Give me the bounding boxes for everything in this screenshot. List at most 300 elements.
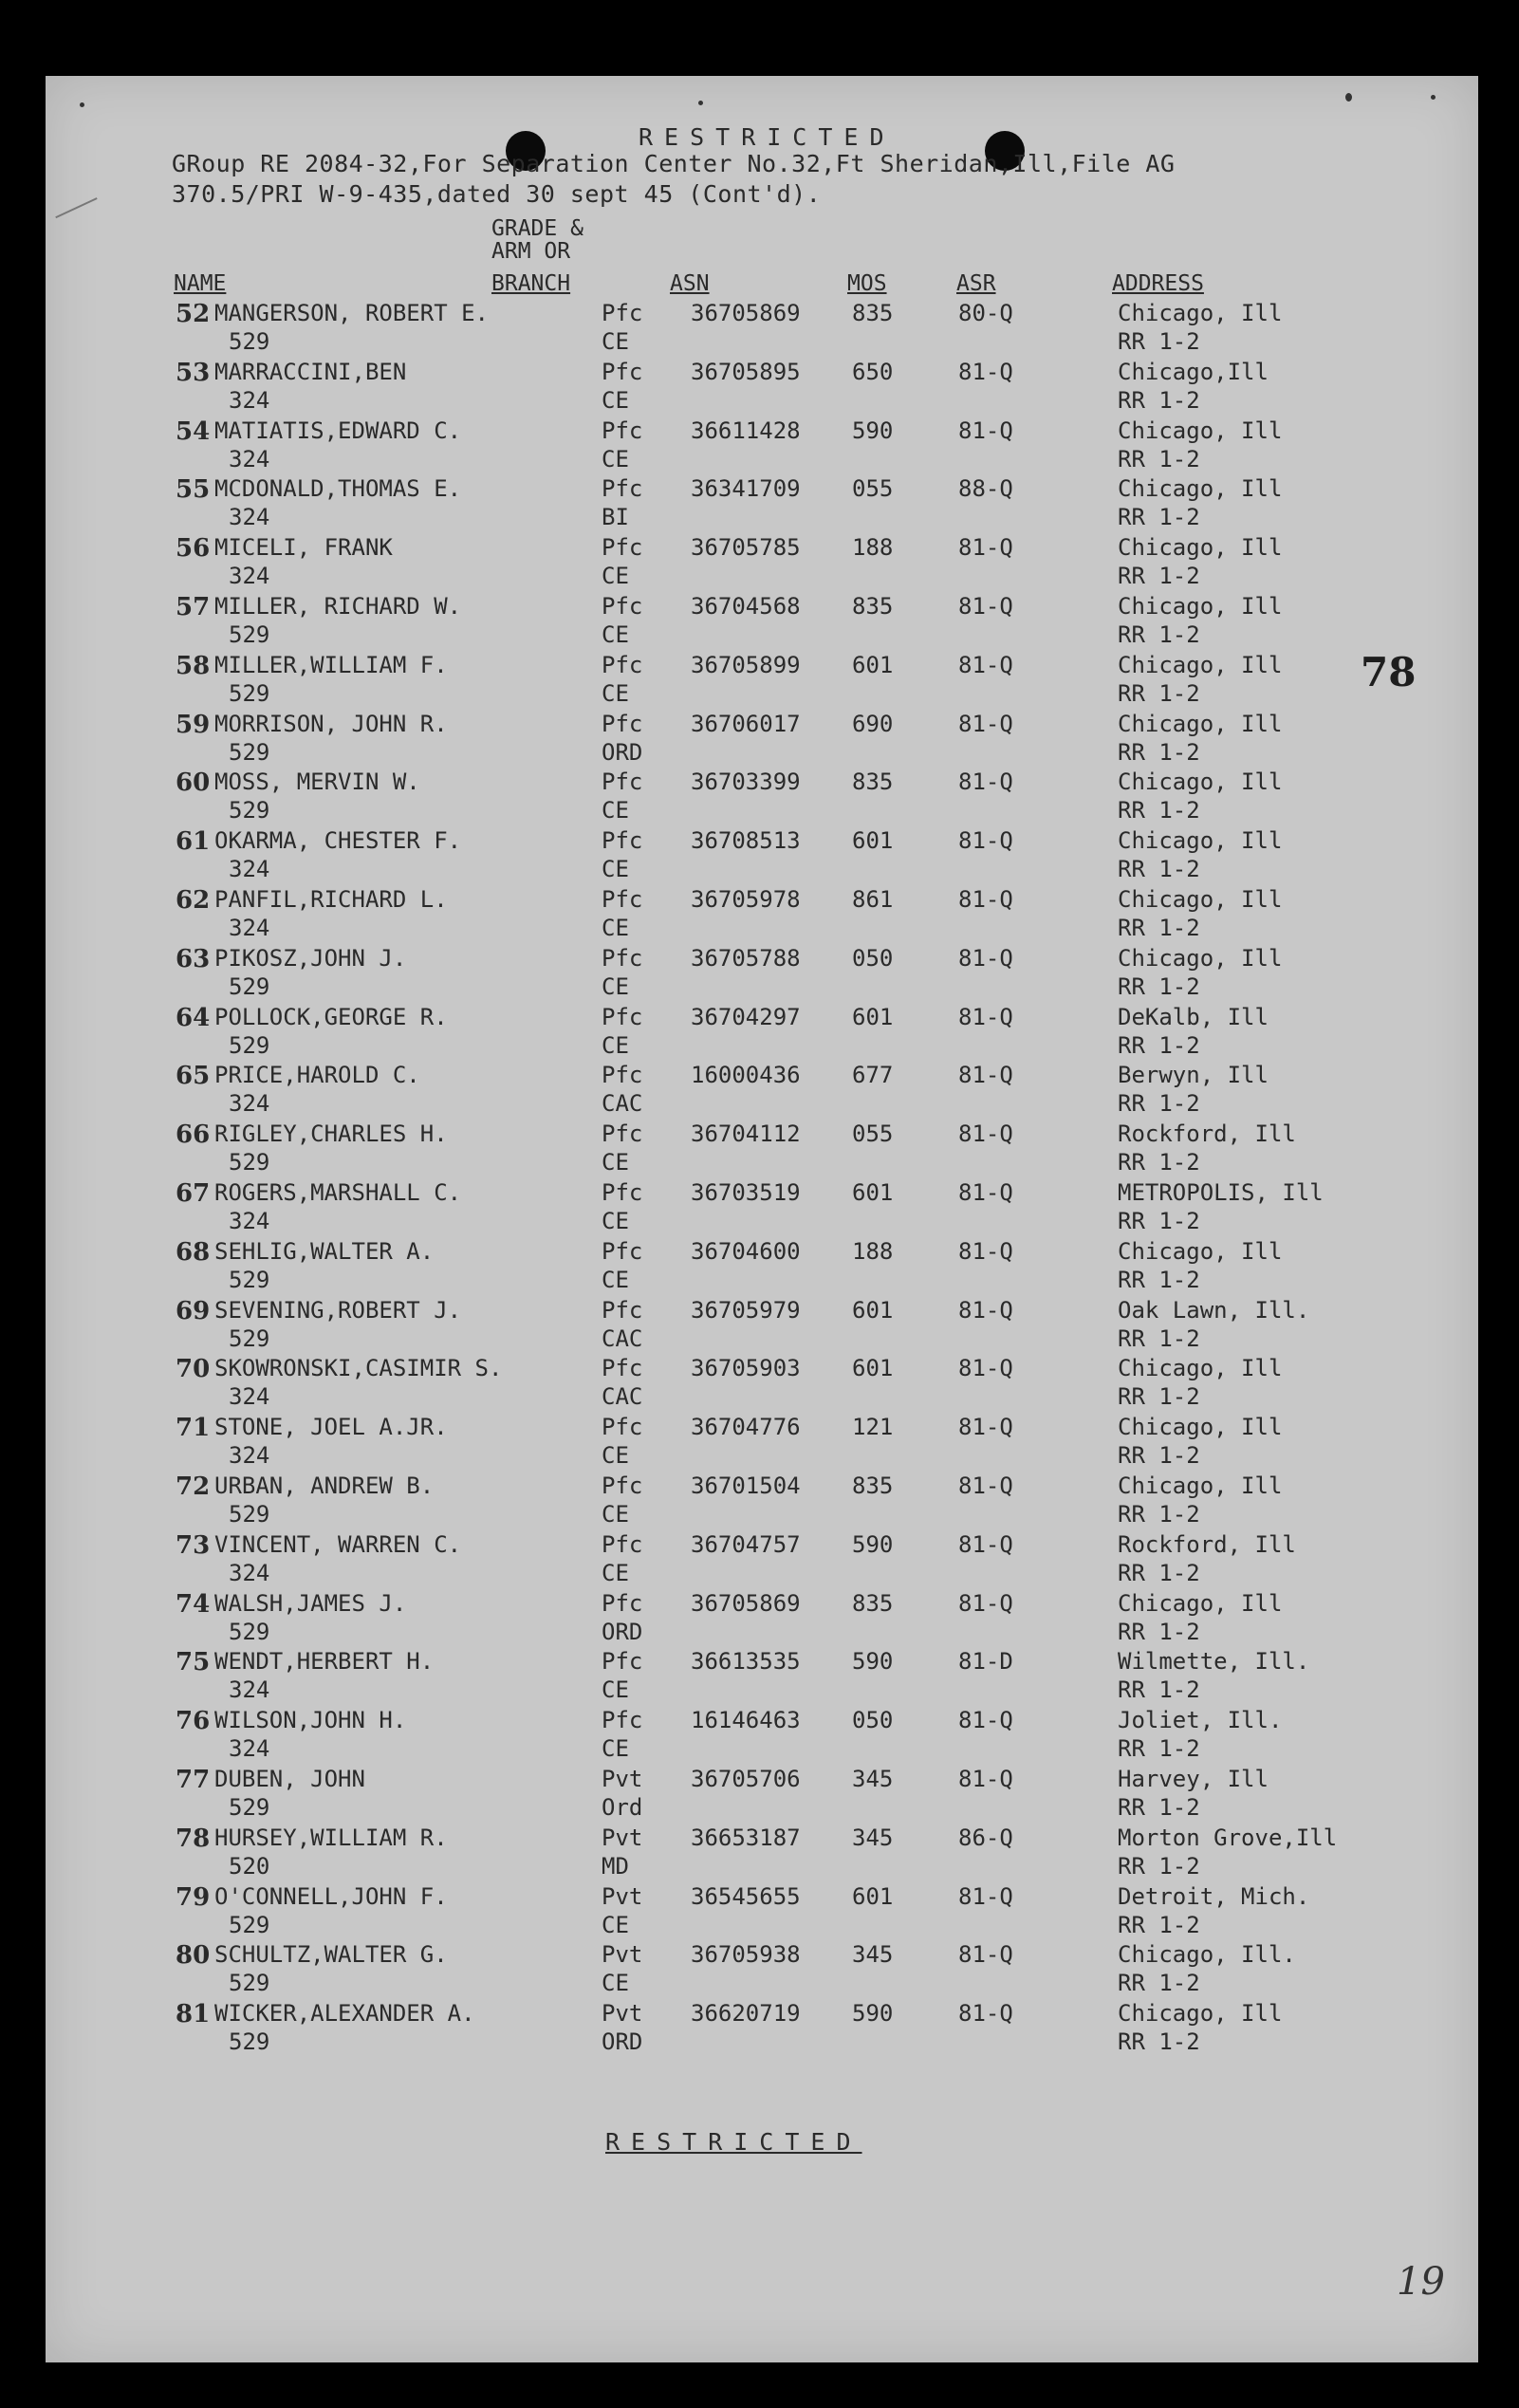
code-number: 324 xyxy=(229,1735,270,1763)
address-city: Chicago, Ill xyxy=(1118,1472,1283,1499)
mos: 835 xyxy=(852,592,894,620)
column-head-asn: ASN xyxy=(670,271,710,296)
mos: 590 xyxy=(852,2000,894,2028)
asr: 81-Q xyxy=(958,1237,1013,1265)
soldier-name: SCHULTZ,WALTER G. xyxy=(214,1941,448,1969)
asn: 36705979 xyxy=(691,1296,801,1324)
table-row xyxy=(46,1473,1478,1531)
code-number: 529 xyxy=(229,1324,270,1352)
soldier-name: SKOWRONSKI,CASIMIR S. xyxy=(214,1355,503,1382)
code-number: 324 xyxy=(229,386,270,414)
soldier-name: SEHLIG,WALTER A. xyxy=(214,1237,435,1265)
row-number: 61 xyxy=(176,827,211,857)
asr: 81-Q xyxy=(958,769,1013,796)
table-row xyxy=(46,1883,1478,1942)
address-city: Chicago, Ill xyxy=(1118,534,1283,562)
arm-or-branch: CE xyxy=(602,386,629,414)
address-city: Rockford, Ill xyxy=(1118,1121,1296,1148)
address-rr: RR 1-2 xyxy=(1118,1031,1200,1059)
code-number: 324 xyxy=(229,1383,270,1411)
table-row xyxy=(46,1707,1478,1766)
mos: 345 xyxy=(852,1824,894,1851)
arm-or-branch: CE xyxy=(602,1266,629,1293)
table-row xyxy=(46,593,1478,652)
restricted-header: RESTRICTED xyxy=(639,123,896,151)
asn: 36620719 xyxy=(691,2000,801,2028)
row-number: 74 xyxy=(176,1589,211,1619)
mos: 345 xyxy=(852,1765,894,1792)
arm-or-branch: CAC xyxy=(602,1090,643,1118)
column-head-name: NAME xyxy=(174,271,227,296)
table-row xyxy=(46,886,1478,945)
address-rr: RR 1-2 xyxy=(1118,1500,1200,1528)
soldier-name: MILLER, RICHARD W. xyxy=(214,592,462,620)
mos: 690 xyxy=(852,710,894,737)
mos: 650 xyxy=(852,358,894,385)
arm-or-branch: MD xyxy=(602,1852,629,1880)
grade: Pfc xyxy=(602,827,643,855)
address-rr: RR 1-2 xyxy=(1118,797,1200,824)
address-city: Chicago,Ill xyxy=(1118,358,1269,385)
asr: 81-Q xyxy=(958,944,1013,972)
row-number: 56 xyxy=(176,534,211,564)
mos: 590 xyxy=(852,417,894,444)
address-rr: RR 1-2 xyxy=(1118,1793,1200,1821)
arm-or-branch: CE xyxy=(602,1500,629,1528)
address-rr: RR 1-2 xyxy=(1118,1324,1200,1352)
grade: Pfc xyxy=(602,1589,643,1617)
arm-or-branch: CAC xyxy=(602,1383,643,1411)
address-rr: RR 1-2 xyxy=(1118,621,1200,648)
code-number: 324 xyxy=(229,563,270,590)
arm-or-branch: CE xyxy=(602,1559,629,1586)
table-row xyxy=(46,475,1478,534)
asr: 81-Q xyxy=(958,1121,1013,1148)
asn: 36704297 xyxy=(691,1003,801,1030)
asn: 36705978 xyxy=(691,885,801,913)
soldier-name: WILSON,JOHN H. xyxy=(214,1707,407,1734)
speck xyxy=(698,101,703,105)
table-row xyxy=(46,1062,1478,1121)
code-number: 529 xyxy=(229,621,270,648)
arm-or-branch: CE xyxy=(602,1676,629,1704)
code-number: 324 xyxy=(229,504,270,531)
grade: Pvt xyxy=(602,1765,643,1792)
column-head-asr: ASR xyxy=(956,271,996,296)
asn: 36613535 xyxy=(691,1648,801,1676)
grade: Pfc xyxy=(602,592,643,620)
soldier-name: PIKOSZ,JOHN J. xyxy=(214,944,407,972)
address-city: Chicago, Ill xyxy=(1118,769,1283,796)
asn: 36705903 xyxy=(691,1355,801,1382)
asn: 36708513 xyxy=(691,827,801,855)
address-city: Chicago, Ill xyxy=(1118,885,1283,913)
arm-or-branch: CE xyxy=(602,679,629,707)
soldier-name: MCDONALD,THOMAS E. xyxy=(214,475,462,503)
address-city: Harvey, Ill xyxy=(1118,1765,1269,1792)
mos: 601 xyxy=(852,827,894,855)
row-number: 77 xyxy=(176,1765,211,1794)
row-number: 68 xyxy=(176,1237,211,1267)
code-number: 529 xyxy=(229,679,270,707)
code-number: 324 xyxy=(229,856,270,883)
mos: 055 xyxy=(852,475,894,503)
row-number: 59 xyxy=(176,710,211,739)
asr: 81-Q xyxy=(958,1355,1013,1382)
code-number: 324 xyxy=(229,1559,270,1586)
asn: 36704112 xyxy=(691,1121,801,1148)
grade: Pvt xyxy=(602,1882,643,1910)
mos: 590 xyxy=(852,1530,894,1558)
row-number: 65 xyxy=(176,1062,211,1091)
table-row xyxy=(46,1590,1478,1649)
address-rr: RR 1-2 xyxy=(1118,1970,1200,1997)
row-number: 75 xyxy=(176,1648,211,1677)
asr: 81-Q xyxy=(958,1765,1013,1792)
grade: Pfc xyxy=(602,300,643,326)
table-row xyxy=(46,417,1478,476)
code-number: 529 xyxy=(229,797,270,824)
asr: 81-Q xyxy=(958,827,1013,855)
asr: 81-Q xyxy=(958,1530,1013,1558)
header-line-1: GRoup RE 2084-32,For Separation Center No.32,Ft Sheridan,Ill,File AG xyxy=(172,150,1176,177)
address-city: Detroit, Mich. xyxy=(1118,1882,1310,1910)
row-number: 52 xyxy=(176,300,211,328)
row-number: 66 xyxy=(176,1121,211,1150)
soldier-name: PRICE,HAROLD C. xyxy=(214,1062,420,1089)
row-number: 67 xyxy=(176,1178,211,1208)
code-number: 529 xyxy=(229,328,270,355)
code-number: 324 xyxy=(229,1442,270,1470)
address-city: Chicago, Ill xyxy=(1118,1355,1283,1382)
arm-or-branch: CE xyxy=(602,1207,629,1234)
mos: 601 xyxy=(852,1355,894,1382)
arm-or-branch: CE xyxy=(602,1911,629,1938)
asr: 81-Q xyxy=(958,534,1013,562)
address-rr: RR 1-2 xyxy=(1118,1735,1200,1763)
soldier-name: MARRACCINI,BEN xyxy=(214,358,407,385)
mos: 601 xyxy=(852,1296,894,1324)
arm-or-branch: CE xyxy=(602,1970,629,1997)
asr: 88-Q xyxy=(958,475,1013,503)
address-city: Chicago, Ill xyxy=(1118,827,1283,855)
table-row xyxy=(46,1648,1478,1707)
row-number: 69 xyxy=(176,1296,211,1325)
address-rr: RR 1-2 xyxy=(1118,1911,1200,1938)
asn: 36705895 xyxy=(691,358,801,385)
soldier-name: MOSS, MERVIN W. xyxy=(214,769,420,796)
address-rr: RR 1-2 xyxy=(1118,856,1200,883)
table-row xyxy=(46,945,1478,1004)
table-row xyxy=(46,1238,1478,1297)
asn: 36705938 xyxy=(691,1941,801,1969)
grade: Pfc xyxy=(602,1121,643,1148)
table-row xyxy=(46,1414,1478,1473)
code-number: 529 xyxy=(229,1970,270,1997)
asn: 36705788 xyxy=(691,944,801,972)
grade: Pfc xyxy=(602,944,643,972)
address-rr: RR 1-2 xyxy=(1118,972,1200,1000)
header-line-2: 370.5/PRI W-9-435,dated 30 sept 45 (Cont'd). xyxy=(172,180,822,208)
mos: 835 xyxy=(852,300,894,326)
row-number: 73 xyxy=(176,1530,211,1560)
address-city: METROPOLIS, Ill xyxy=(1118,1178,1324,1206)
soldier-name: WALSH,JAMES J. xyxy=(214,1589,407,1617)
asn: 36704757 xyxy=(691,1530,801,1558)
address-city: Oak Lawn, Ill. xyxy=(1118,1296,1310,1324)
table-row xyxy=(46,300,1478,359)
arm-or-branch: CE xyxy=(602,621,629,648)
address-rr: RR 1-2 xyxy=(1118,1090,1200,1118)
table-row xyxy=(46,1004,1478,1063)
grade: Pfc xyxy=(602,1530,643,1558)
grade: Pfc xyxy=(602,1296,643,1324)
column-head-branch: BRANCH xyxy=(491,271,571,296)
asn: 36341709 xyxy=(691,475,801,503)
asn: 36704568 xyxy=(691,592,801,620)
arm-or-branch: ORD xyxy=(602,1618,643,1645)
asr: 81-Q xyxy=(958,1882,1013,1910)
mos: 835 xyxy=(852,769,894,796)
mos: 677 xyxy=(852,1062,894,1089)
code-number: 529 xyxy=(229,2028,270,2056)
asn: 36706017 xyxy=(691,710,801,737)
arm-or-branch: CE xyxy=(602,1149,629,1176)
speck xyxy=(1345,93,1352,102)
arm-or-branch: CE xyxy=(602,1031,629,1059)
address-rr: RR 1-2 xyxy=(1118,1207,1200,1234)
table-row xyxy=(46,1531,1478,1590)
soldier-name: SEVENING,ROBERT J. xyxy=(214,1296,462,1324)
soldier-name: O'CONNELL,JOHN F. xyxy=(214,1882,448,1910)
asr: 81-Q xyxy=(958,1707,1013,1734)
grade: Pfc xyxy=(602,475,643,503)
grade: Pfc xyxy=(602,651,643,678)
grade: Pfc xyxy=(602,1472,643,1499)
soldier-name: MILLER,WILLIAM F. xyxy=(214,651,448,678)
mos: 188 xyxy=(852,534,894,562)
asr: 81-Q xyxy=(958,1472,1013,1499)
table-row xyxy=(46,2000,1478,2059)
grade: Pvt xyxy=(602,1941,643,1969)
row-number: 78 xyxy=(176,1824,211,1853)
code-number: 529 xyxy=(229,1031,270,1059)
arm-or-branch: CE xyxy=(602,445,629,472)
mos: 121 xyxy=(852,1414,894,1441)
asn: 36705869 xyxy=(691,300,801,326)
asr: 81-Q xyxy=(958,417,1013,444)
page-number: 19 xyxy=(1397,2260,1445,2304)
row-number: 72 xyxy=(176,1472,211,1501)
grade: Pfc xyxy=(602,1414,643,1441)
arm-or-branch: CE xyxy=(602,972,629,1000)
address-rr: RR 1-2 xyxy=(1118,1559,1200,1586)
arm-or-branch: CE xyxy=(602,1735,629,1763)
arm-or-branch: CE xyxy=(602,797,629,824)
arm-or-branch: ORD xyxy=(602,2028,643,2056)
row-number: 71 xyxy=(176,1414,211,1443)
address-city: DeKalb, Ill xyxy=(1118,1003,1269,1030)
mos: 601 xyxy=(852,1178,894,1206)
asn: 36611428 xyxy=(691,417,801,444)
roster-list xyxy=(46,300,1478,2059)
row-number: 70 xyxy=(176,1355,211,1384)
mos: 861 xyxy=(852,885,894,913)
address-rr: RR 1-2 xyxy=(1118,914,1200,941)
row-number: 76 xyxy=(176,1707,211,1736)
address-city: Chicago, Ill xyxy=(1118,2000,1283,2028)
address-city: Chicago, Ill xyxy=(1118,944,1283,972)
asn: 36705785 xyxy=(691,534,801,562)
arm-or-branch: ORD xyxy=(602,738,643,766)
address-rr: RR 1-2 xyxy=(1118,679,1200,707)
mos: 188 xyxy=(852,1237,894,1265)
soldier-name: MORRISON, JOHN R. xyxy=(214,710,448,737)
address-city: Chicago, Ill xyxy=(1118,475,1283,503)
address-city: Morton Grove,Ill xyxy=(1118,1824,1338,1851)
arm-or-branch: CE xyxy=(602,1442,629,1470)
column-head-grade: GRADE & xyxy=(491,216,584,241)
address-rr: RR 1-2 xyxy=(1118,1149,1200,1176)
code-number: 529 xyxy=(229,1149,270,1176)
soldier-name: URBAN, ANDREW B. xyxy=(214,1472,435,1499)
soldier-name: WICKER,ALEXANDER A. xyxy=(214,2000,475,2028)
address-city: Chicago, Ill xyxy=(1118,1237,1283,1265)
asr: 81-Q xyxy=(958,358,1013,385)
grade: Pvt xyxy=(602,1824,643,1851)
asr: 81-Q xyxy=(958,592,1013,620)
asr: 80-Q xyxy=(958,300,1013,326)
mos: 050 xyxy=(852,1707,894,1734)
arm-or-branch: CE xyxy=(602,563,629,590)
column-head-arm-or: ARM OR xyxy=(491,239,571,264)
address-rr: RR 1-2 xyxy=(1118,738,1200,766)
soldier-name: MANGERSON, ROBERT E. xyxy=(214,300,489,326)
address-rr: RR 1-2 xyxy=(1118,1266,1200,1293)
soldier-name: MICELI, FRANK xyxy=(214,534,393,562)
row-number: 81 xyxy=(176,2000,211,2029)
document-page xyxy=(46,76,1478,2362)
code-number: 529 xyxy=(229,1618,270,1645)
address-rr: RR 1-2 xyxy=(1118,1618,1200,1645)
row-number: 79 xyxy=(176,1882,211,1912)
address-city: Chicago, Ill xyxy=(1118,710,1283,737)
grade: Pfc xyxy=(602,1237,643,1265)
asr: 86-Q xyxy=(958,1824,1013,1851)
mos: 345 xyxy=(852,1941,894,1969)
restricted-footer: RESTRICTED xyxy=(605,2128,862,2156)
table-row xyxy=(46,534,1478,593)
code-number: 529 xyxy=(229,738,270,766)
asn: 36701504 xyxy=(691,1472,801,1499)
address-city: Chicago, Ill xyxy=(1118,417,1283,444)
mos: 835 xyxy=(852,1472,894,1499)
table-row xyxy=(46,769,1478,827)
address-rr: RR 1-2 xyxy=(1118,386,1200,414)
address-rr: RR 1-2 xyxy=(1118,563,1200,590)
soldier-name: PANFIL,RICHARD L. xyxy=(214,885,448,913)
address-city: Wilmette, Ill. xyxy=(1118,1648,1310,1676)
row-number: 55 xyxy=(176,475,211,505)
grade: Pfc xyxy=(602,1003,643,1030)
table-row xyxy=(46,1121,1478,1179)
grade: Pfc xyxy=(602,769,643,796)
code-number: 529 xyxy=(229,1266,270,1293)
row-number: 54 xyxy=(176,417,211,446)
mos: 835 xyxy=(852,1589,894,1617)
grade: Pfc xyxy=(602,1062,643,1089)
address-city: Chicago, Ill xyxy=(1118,1589,1283,1617)
asr: 81-Q xyxy=(958,1003,1013,1030)
mos: 601 xyxy=(852,1003,894,1030)
row-number: 64 xyxy=(176,1003,211,1032)
row-number: 63 xyxy=(176,944,211,973)
address-rr: RR 1-2 xyxy=(1118,445,1200,472)
soldier-name: HURSEY,WILLIAM R. xyxy=(214,1824,448,1851)
address-rr: RR 1-2 xyxy=(1118,1383,1200,1411)
grade: Pfc xyxy=(602,1178,643,1206)
arm-or-branch: BI xyxy=(602,504,629,531)
address-city: Rockford, Ill xyxy=(1118,1530,1296,1558)
column-head-mos: MOS xyxy=(847,271,887,296)
code-number: 529 xyxy=(229,1793,270,1821)
grade: Pfc xyxy=(602,1355,643,1382)
mos: 601 xyxy=(852,1882,894,1910)
pencil-mark xyxy=(39,163,97,218)
arm-or-branch: CE xyxy=(602,328,629,355)
address-rr: RR 1-2 xyxy=(1118,1852,1200,1880)
asn: 36545655 xyxy=(691,1882,801,1910)
address-city: Chicago, Ill xyxy=(1118,1414,1283,1441)
asn: 16146463 xyxy=(691,1707,801,1734)
address-rr: RR 1-2 xyxy=(1118,2028,1200,2056)
mos: 050 xyxy=(852,944,894,972)
address-city: Chicago, Ill xyxy=(1118,300,1283,326)
table-row xyxy=(46,827,1478,886)
arm-or-branch: CE xyxy=(602,856,629,883)
asr: 81-Q xyxy=(958,1178,1013,1206)
asn: 36705869 xyxy=(691,1589,801,1617)
margin-annotation: 78 xyxy=(1361,649,1417,695)
asn: 36653187 xyxy=(691,1824,801,1851)
asn: 36705899 xyxy=(691,651,801,678)
soldier-name: RIGLEY,CHARLES H. xyxy=(214,1121,448,1148)
address-city: Chicago, Ill. xyxy=(1118,1941,1296,1969)
grade: Pvt xyxy=(602,2000,643,2028)
asn: 36704600 xyxy=(691,1237,801,1265)
address-rr: RR 1-2 xyxy=(1118,1442,1200,1470)
arm-or-branch: Ord xyxy=(602,1793,643,1821)
address-city: Chicago, Ill xyxy=(1118,651,1283,678)
address-rr: RR 1-2 xyxy=(1118,504,1200,531)
address-city: Joliet, Ill. xyxy=(1118,1707,1283,1734)
code-number: 529 xyxy=(229,1911,270,1938)
grade: Pfc xyxy=(602,417,643,444)
address-city: Berwyn, Ill xyxy=(1118,1062,1269,1089)
mos: 055 xyxy=(852,1121,894,1148)
address-city: Chicago, Ill xyxy=(1118,592,1283,620)
asn: 36703399 xyxy=(691,769,801,796)
code-number: 324 xyxy=(229,914,270,941)
grade: Pfc xyxy=(602,1707,643,1734)
asr: 81-Q xyxy=(958,2000,1013,2028)
code-number: 529 xyxy=(229,972,270,1000)
row-number: 58 xyxy=(176,651,211,680)
soldier-name: VINCENT, WARREN C. xyxy=(214,1530,462,1558)
code-number: 324 xyxy=(229,1676,270,1704)
asr: 81-D xyxy=(958,1648,1013,1676)
asr: 81-Q xyxy=(958,1296,1013,1324)
